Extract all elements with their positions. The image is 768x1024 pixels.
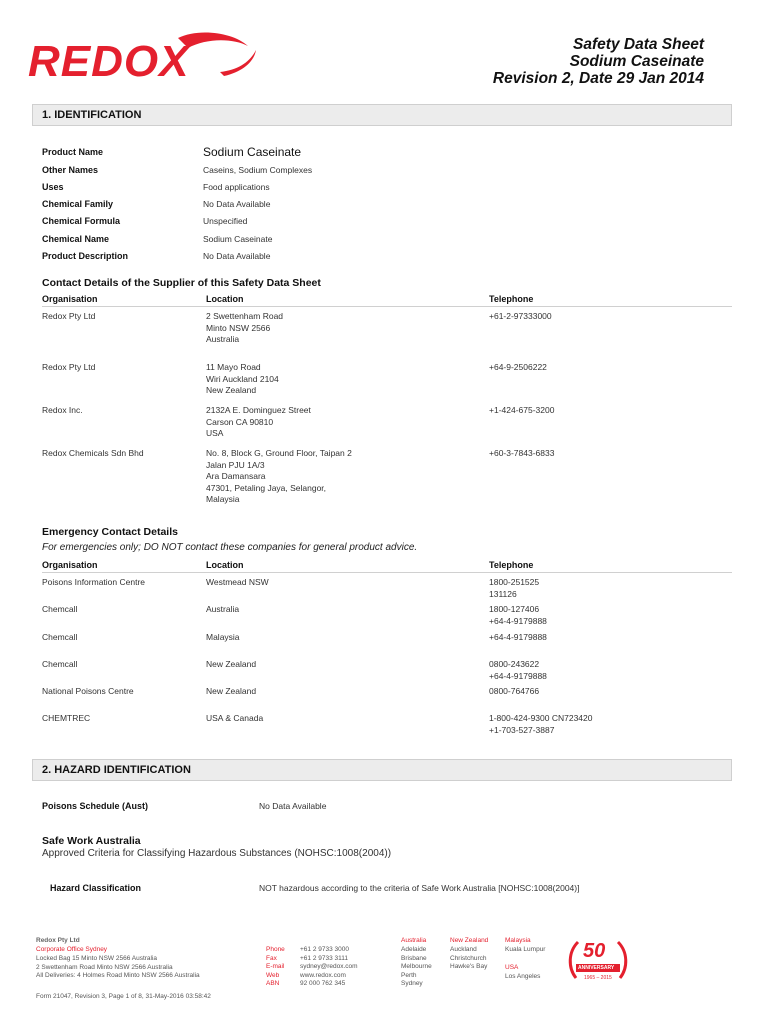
document-title — [493, 36, 704, 87]
supplier-location: 2 Swettenham Road Minto NSW 2566 Australia — [206, 311, 284, 344]
footer-australia-label: Australia — [401, 937, 427, 944]
emergency-org: Chemcall — [42, 632, 78, 642]
section-2-title: 2. HAZARD IDENTIFICATION — [42, 764, 191, 776]
emergency-phone: 1800-251525 131126 — [489, 577, 540, 599]
form-revision-line: Form 21047, Revision 3, Page 1 of 8, 31-May-2016 03:58:42 — [36, 993, 211, 1000]
footer-newzealand-label: New Zealand — [450, 937, 489, 944]
supplier-header-divider — [42, 306, 732, 307]
emergency-phone: 1800-127406 +64-4-9179888 — [489, 604, 547, 626]
footer-usa-label: USA — [505, 964, 519, 971]
field-label-product-description: Product Description — [42, 251, 129, 261]
emergency-location: Malaysia — [206, 632, 240, 642]
emergency-note: For emergencies only; DO NOT contact these companies for general product advice. — [42, 542, 418, 553]
field-value-chemical-family: No Data Available — [203, 199, 271, 209]
supplier-org: Redox Chemicals Sdn Bhd — [42, 448, 144, 458]
footer-malaysia-cities: Kuala Lumpur — [505, 946, 546, 953]
supplier-col-telephone: Telephone — [489, 294, 534, 304]
badge-text: ANNIVERSARY — [578, 965, 615, 971]
field-value-product-description: No Data Available — [203, 251, 271, 261]
supplier-col-organisation: Organisation — [42, 294, 98, 304]
footer-australia-cities: Adelaide Brisbane Melbourne Perth Sydney — [401, 946, 432, 987]
section-1-header — [32, 104, 732, 126]
field-value-product-name: Sodium Caseinate — [203, 145, 302, 159]
emergency-org: Chemcall — [42, 659, 78, 669]
footer-usa-cities: Los Angeles — [505, 973, 541, 980]
emergency-col-organisation: Organisation — [42, 560, 98, 570]
supplier-org: Redox Inc. — [42, 405, 83, 415]
logo-wordmark: REDOX — [28, 37, 190, 86]
emergency-org: Chemcall — [42, 604, 78, 614]
emergency-org: Poisons Information Centre — [42, 577, 145, 587]
footer-company: Redox Pty Ltd — [36, 937, 80, 944]
emergency-col-location: Location — [206, 560, 244, 570]
supplier-col-location: Location — [206, 294, 244, 304]
hazard-classification-label: Hazard Classification — [50, 883, 142, 893]
supplier-phone: +61-2-97333000 — [489, 311, 552, 321]
section-1-title: 1. IDENTIFICATION — [42, 109, 142, 121]
field-label-chemical-formula: Chemical Formula — [42, 216, 121, 226]
emergency-phone: +64-4-9179888 — [489, 632, 547, 642]
emergency-phone: 0800-243622 +64-4-9179888 — [489, 659, 547, 681]
supplier-location: 2132A E. Dominguez Street Carson CA 90810 USA — [206, 405, 311, 438]
emergency-location: Westmead NSW — [206, 577, 269, 587]
swa-subheading: Approved Criteria for Classifying Hazardous Substances (NOHSC:1008(2004)) — [42, 848, 392, 859]
section-2-header — [32, 759, 732, 781]
field-label-other-names: Other Names — [42, 165, 99, 175]
title-line-1: Safety Data Sheet — [573, 36, 704, 53]
footer-malaysia-label: Malaysia — [505, 937, 531, 944]
emergency-phone: 1-800-424-9300 CN723420 +1-703-527-3887 — [489, 713, 593, 735]
footer-office-label: Corporate Office Sydney — [36, 946, 108, 953]
footer-contact-values: +61 2 9733 3000 +61 2 9733 3111 sydney@redox.com www.redox.com 92 000 762 345 — [300, 946, 358, 987]
badge-years: 1965 – 2015 — [584, 975, 612, 981]
emergency-location: USA & Canada — [206, 713, 264, 723]
field-value-other-names: Caseins, Sodium Complexes — [203, 165, 313, 175]
field-label-uses: Uses — [42, 182, 64, 192]
anniversary-badge — [566, 934, 630, 990]
supplier-org: Redox Pty Ltd — [42, 311, 96, 321]
emergency-org: CHEMTREC — [42, 713, 91, 723]
field-label-chemical-name: Chemical Name — [42, 234, 110, 244]
emergency-heading: Emergency Contact Details — [42, 526, 178, 538]
field-value-chemical-formula: Unspecified — [203, 216, 248, 226]
supplier-phone: +1-424-675-3200 — [489, 405, 555, 415]
emergency-org: National Poisons Centre — [42, 686, 134, 696]
emergency-header-divider — [42, 572, 732, 573]
emergency-col-telephone: Telephone — [489, 560, 534, 570]
emergency-location: New Zealand — [206, 659, 257, 669]
swa-heading: Safe Work Australia — [42, 835, 141, 847]
field-value-chemical-name: Sodium Caseinate — [203, 234, 273, 244]
supplier-location: No. 8, Block G, Ground Floor, Taipan 2 Jalan PJU 1A/3 Ara Damansara 47301, Petaling Jaya, Selangor, Malaysia — [206, 448, 352, 504]
redox-logo — [28, 32, 260, 84]
supplier-location: 11 Mayo Road Wiri Auckland 2104 New Zealand — [206, 362, 279, 395]
poisons-schedule-label: Poisons Schedule (Aust) — [42, 801, 149, 811]
emergency-location: New Zealand — [206, 686, 257, 696]
poisons-schedule-value: No Data Available — [259, 801, 327, 811]
footer-newzealand-cities: Auckland Christchurch Hawke's Bay — [450, 946, 488, 970]
supplier-heading: Contact Details of the Supplier of this Safety Data Sheet — [42, 277, 321, 289]
supplier-org: Redox Pty Ltd — [42, 362, 96, 372]
supplier-phone: +60-3-7843-6833 — [489, 448, 555, 458]
field-label-product-name: Product Name — [42, 147, 104, 157]
field-label-chemical-family: Chemical Family — [42, 199, 114, 209]
title-line-2: Sodium Caseinate — [569, 53, 704, 70]
footer-addresses: Locked Bag 15 Minto NSW 2566 Australia 2 Swettenham Road Minto NSW 2566 Australia All Deliveries: 4 Holmes Road Minto NSW 2566 Australia — [36, 955, 200, 979]
supplier-phone: +64-9-2506222 — [489, 362, 547, 372]
title-line-3: Revision 2, Date 29 Jan 2014 — [492, 70, 704, 87]
field-value-uses: Food applications — [203, 182, 270, 192]
emergency-phone: 0800-764766 — [489, 686, 540, 696]
hazard-classification-value: NOT hazardous according to the criteria of Safe Work Australia [NOHSC:1008(2004)] — [259, 883, 580, 893]
footer-contact-labels: Phone Fax E-mail Web ABN — [266, 946, 285, 987]
emergency-location: Australia — [206, 604, 240, 614]
badge-number: 50 — [583, 940, 606, 962]
